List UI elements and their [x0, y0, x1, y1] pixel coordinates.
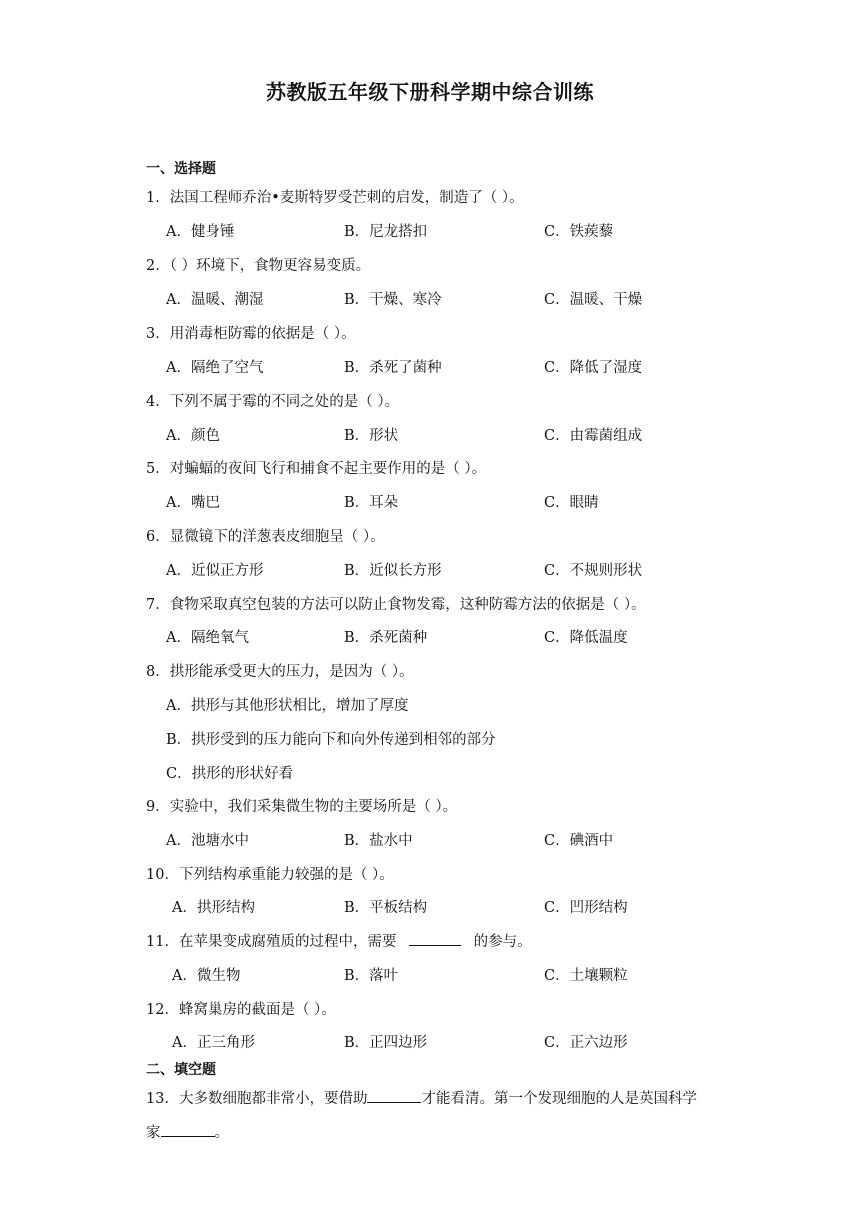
option-a: A．颜色 — [166, 428, 220, 444]
answer-blank[interactable] — [367, 1088, 421, 1103]
option-a: A．隔绝了空气 — [166, 360, 264, 376]
option-a: A．近似正方形 — [166, 563, 264, 579]
option-a: A．池塘水中 — [166, 833, 249, 849]
option-c: C．降低温度 — [544, 630, 628, 646]
option-c: C．眼睛 — [544, 495, 599, 511]
question-stem-continued — [146, 1121, 229, 1142]
option-c: C．拱形的形状好看 — [166, 766, 294, 782]
answer-blank[interactable] — [409, 931, 461, 946]
option-b: B．杀死了菌种 — [344, 360, 442, 376]
question-stem-after: 的参与。 — [473, 934, 532, 950]
question-stem-after: 才能看清。第一个发现细胞的人是英国科学 — [421, 1091, 697, 1107]
question-stem: 1．法国工程师乔治•麦斯特罗受芒刺的启发，制造了（ ）。 — [146, 190, 524, 206]
question-stem: 7．食物采取真空包装的方法可以防止食物发霉，这种防霉方法的依据是（ ）。 — [146, 597, 646, 613]
question-stem — [146, 1087, 697, 1108]
question-stem-before: 13．大多数细胞都非常小，要借助 — [146, 1091, 368, 1107]
section-heading-fill: 二、填空题 — [146, 1062, 216, 1078]
question-stem: 8．拱形能承受更大的压力，是因为（ ）。 — [146, 664, 414, 680]
option-b: B．形状 — [344, 428, 399, 444]
page-title: 苏教版五年级下册科学期中综合训练 — [266, 80, 594, 104]
option-a: A．温暖、潮湿 — [166, 292, 264, 308]
option-c: C．正六边形 — [544, 1035, 628, 1051]
option-c: C．由霉菌组成 — [544, 428, 643, 444]
question-stem: 12．蜂窝巢房的截面是（ ）。 — [146, 1002, 336, 1018]
option-c: C．不规则形状 — [544, 563, 643, 579]
option-b: B．耳朵 — [344, 495, 399, 511]
option-a: A．拱形结构 — [172, 900, 255, 916]
option-b: B．平板结构 — [344, 900, 428, 916]
question-stem: 10．下列结构承重能力较强的是（ ）。 — [146, 867, 394, 883]
option-a: A．正三角形 — [172, 1035, 255, 1051]
option-b: B．尼龙搭扣 — [344, 224, 428, 240]
option-b: B．落叶 — [344, 968, 399, 984]
option-c: C．碘酒中 — [544, 833, 614, 849]
option-c: C．铁蒺藜 — [544, 224, 614, 240]
option-a: A．拱形与其他形状相比，增加了厚度 — [166, 698, 409, 714]
question-stem: 4．下列不属于霉的不同之处的是（ ）。 — [146, 394, 400, 410]
option-a: A．健身锤 — [166, 224, 235, 240]
option-b: B．拱形受到的压力能向下和向外传递到相邻的部分 — [166, 732, 496, 748]
option-a: A．嘴巴 — [166, 495, 220, 511]
question-stem — [146, 930, 532, 951]
question-stem: 9．实验中，我们采集微生物的主要场所是（ ）。 — [146, 799, 458, 815]
question-stem: 6．显微镜下的洋葱表皮细胞呈（ ）。 — [146, 529, 385, 545]
option-b: B．正四边形 — [344, 1035, 428, 1051]
section-heading-choice: 一、选择题 — [146, 161, 216, 177]
option-b: B．干燥、寒冷 — [344, 292, 442, 308]
option-b: B．杀死菌种 — [344, 630, 428, 646]
question-stem-after: 。 — [214, 1125, 229, 1141]
option-c: C．降低了湿度 — [544, 360, 643, 376]
answer-blank[interactable] — [161, 1122, 215, 1137]
question-stem: 2．（ ）环境下，食物更容易变质。 — [146, 258, 371, 274]
option-c: C．温暖、干燥 — [544, 292, 643, 308]
option-b: B．近似长方形 — [344, 563, 442, 579]
option-c: C．土壤颗粒 — [544, 968, 628, 984]
option-b: B．盐水中 — [344, 833, 413, 849]
option-c: C．凹形结构 — [544, 900, 628, 916]
option-a: A．隔绝氧气 — [166, 630, 249, 646]
option-a: A．微生物 — [172, 968, 241, 984]
question-stem: 5．对蝙蝠的夜间飞行和捕食不起主要作用的是（ ）。 — [146, 461, 487, 477]
question-stem-before: 11．在苹果变成腐殖质的过程中，需要 — [146, 934, 397, 950]
question-stem: 3．用消毒柜防霉的依据是（ ）。 — [146, 326, 356, 342]
question-stem-before: 家 — [146, 1125, 161, 1141]
